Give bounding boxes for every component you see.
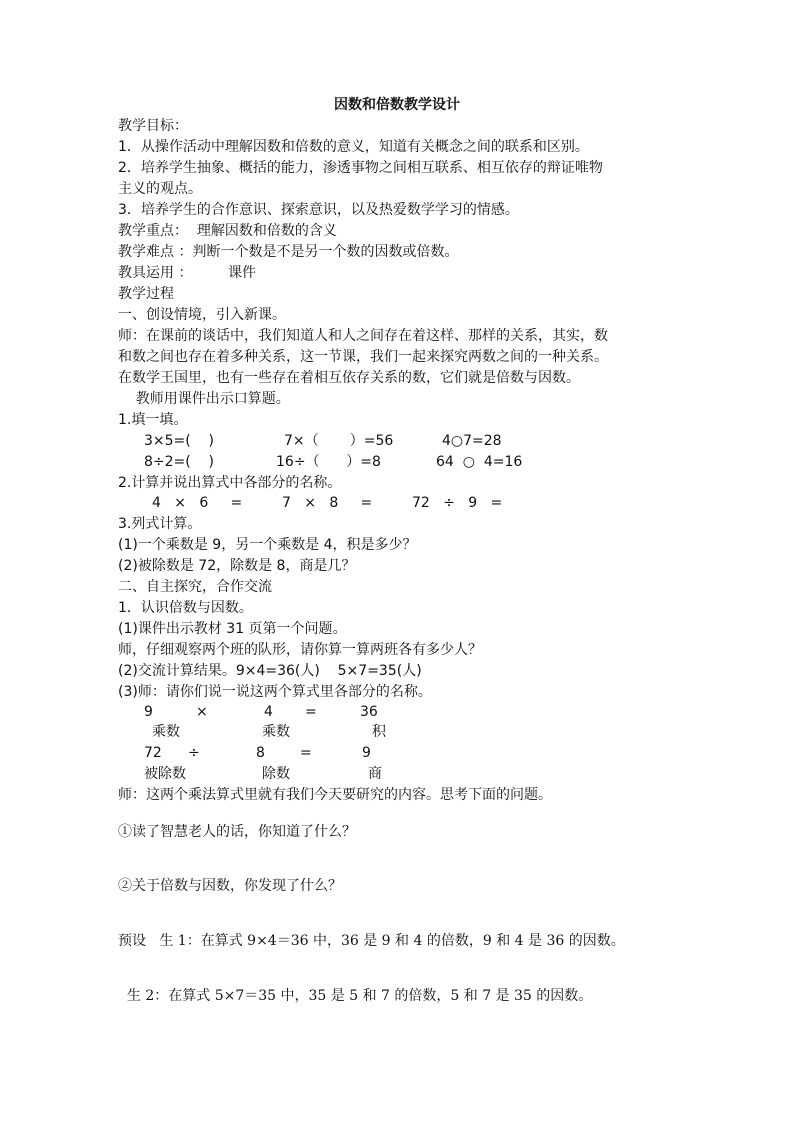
question-2: (2)被除数是 72，除数是 8，商是几？ (118, 558, 356, 574)
calc-item: 72 ÷ 9 = (412, 495, 503, 511)
mult-name: 乘数 (262, 724, 290, 740)
times-sign: × (196, 704, 208, 720)
fill-item: 3×5=( ) (144, 433, 214, 449)
section-1-heading: 一、创设情境，引入新课。 (118, 307, 286, 323)
goal-2-line-1: 2．培养学生抽象、概括的能力，渗透事物之间相互联系、相互依存的辩证唯物 (118, 160, 603, 176)
divide-sign: ÷ (188, 745, 200, 761)
part-2: (2)交流计算结果。9×4=36(人) 5×7=35(人) (118, 663, 422, 679)
divisor: 8 (256, 745, 265, 761)
goal-2-line-2: 主义的观点。 (118, 181, 202, 197)
key-point: 教学重点： 理解因数和倍数的含义 (118, 223, 337, 239)
process-heading: 教学过程 (118, 286, 174, 302)
calc-names-heading: 2.计算并说出算式中各部分的名称。 (118, 475, 342, 491)
section-2-heading: 二、自主探究，合作交流 (118, 579, 272, 595)
teacher-intro-line-4: 教师用课件出示口算题。 (118, 391, 290, 407)
multiplier: 4 (264, 704, 273, 720)
part-3: (3)师：请你们说一说这两个算式里各部分的名称。 (118, 684, 432, 700)
difficulty: 教学难点 ：判断一个数是不是另一个数的因数或倍数。 (118, 244, 459, 260)
fill-item: 16÷（ ）=8 (276, 454, 381, 470)
fill-heading: 1.填一填。 (118, 412, 188, 428)
calc-item: 7 × 8 = (282, 495, 373, 511)
div-name: 被除数 (144, 766, 186, 782)
goals-heading: 教学目标： (118, 118, 188, 134)
teacher-intro-line-3: 在数学王国里，也有一些存在着相互依存关系的数，它们就是倍数与因数。 (118, 370, 580, 386)
part-1: (1)课件出示教材 31 页第一个问题。 (118, 621, 347, 637)
equals-sign: = (305, 704, 317, 720)
calc-item: 4 × 6 = (152, 495, 243, 511)
teacher-intro-line-1: 师：在课前的谈话中，我们知道人和人之间存在着这样、那样的关系，其实，数 (118, 328, 608, 344)
think-question-1: ①读了智慧老人的话，你知道了什么？ (118, 824, 356, 840)
preset-student-1: 预设 生 1：在算式 9×4＝36 中，36 是 9 和 4 的倍数，9 和 4 是 36 的因数。 (118, 933, 625, 949)
quotient: 9 (362, 745, 371, 761)
preset-student-2: 生 2：在算式 5×7＝35 中，35 是 5 和 7 的倍数，5 和 7 是 35 的因数。 (118, 988, 593, 1004)
mult-name: 乘数 (152, 724, 180, 740)
column-calc-heading: 3.列式计算。 (118, 516, 202, 532)
document-title: 因数和倍数教学设计 (334, 97, 460, 113)
div-name: 除数 (262, 766, 290, 782)
multiplicand: 9 (144, 704, 153, 720)
fill-item: 64 ○ 4=16 (436, 454, 523, 470)
equals-sign: = (300, 745, 312, 761)
teacher-intro-line-2: 和数之间也存在着多种关系，这一节课，我们一起来探究两数之间的一种关系。 (118, 349, 608, 365)
div-name: 商 (368, 766, 382, 782)
question-1: (1)一个乘数是 9，另一个乘数是 4，积是多少？ (118, 537, 417, 553)
part-1-teacher: 师，仔细观察两个班的队形，请你算一算两班各有多少人？ (118, 642, 482, 658)
recognize-heading: 1．认识倍数与因数。 (118, 600, 253, 616)
teacher-transition: 师：这两个乘法算式里就有我们今天要研究的内容。思考下面的问题。 (118, 787, 552, 803)
dividend: 72 (144, 745, 162, 761)
fill-item: 7×（ ）=56 (284, 433, 394, 449)
fill-item: 4○7=28 (442, 433, 502, 449)
think-question-2: ②关于倍数与因数，你发现了什么？ (118, 878, 342, 894)
fill-item: 8÷2=( ) (144, 454, 214, 470)
product: 36 (360, 704, 378, 720)
teaching-tools: 教具运用 ： 课件 (118, 265, 257, 281)
mult-name: 积 (372, 724, 386, 740)
goal-3: 3．培养学生的合作意识、探索意识，以及热爱数学学习的情感。 (118, 202, 519, 218)
goal-1: 1．从操作活动中理解因数和倍数的意义，知道有关概念之间的联系和区别。 (118, 139, 589, 155)
